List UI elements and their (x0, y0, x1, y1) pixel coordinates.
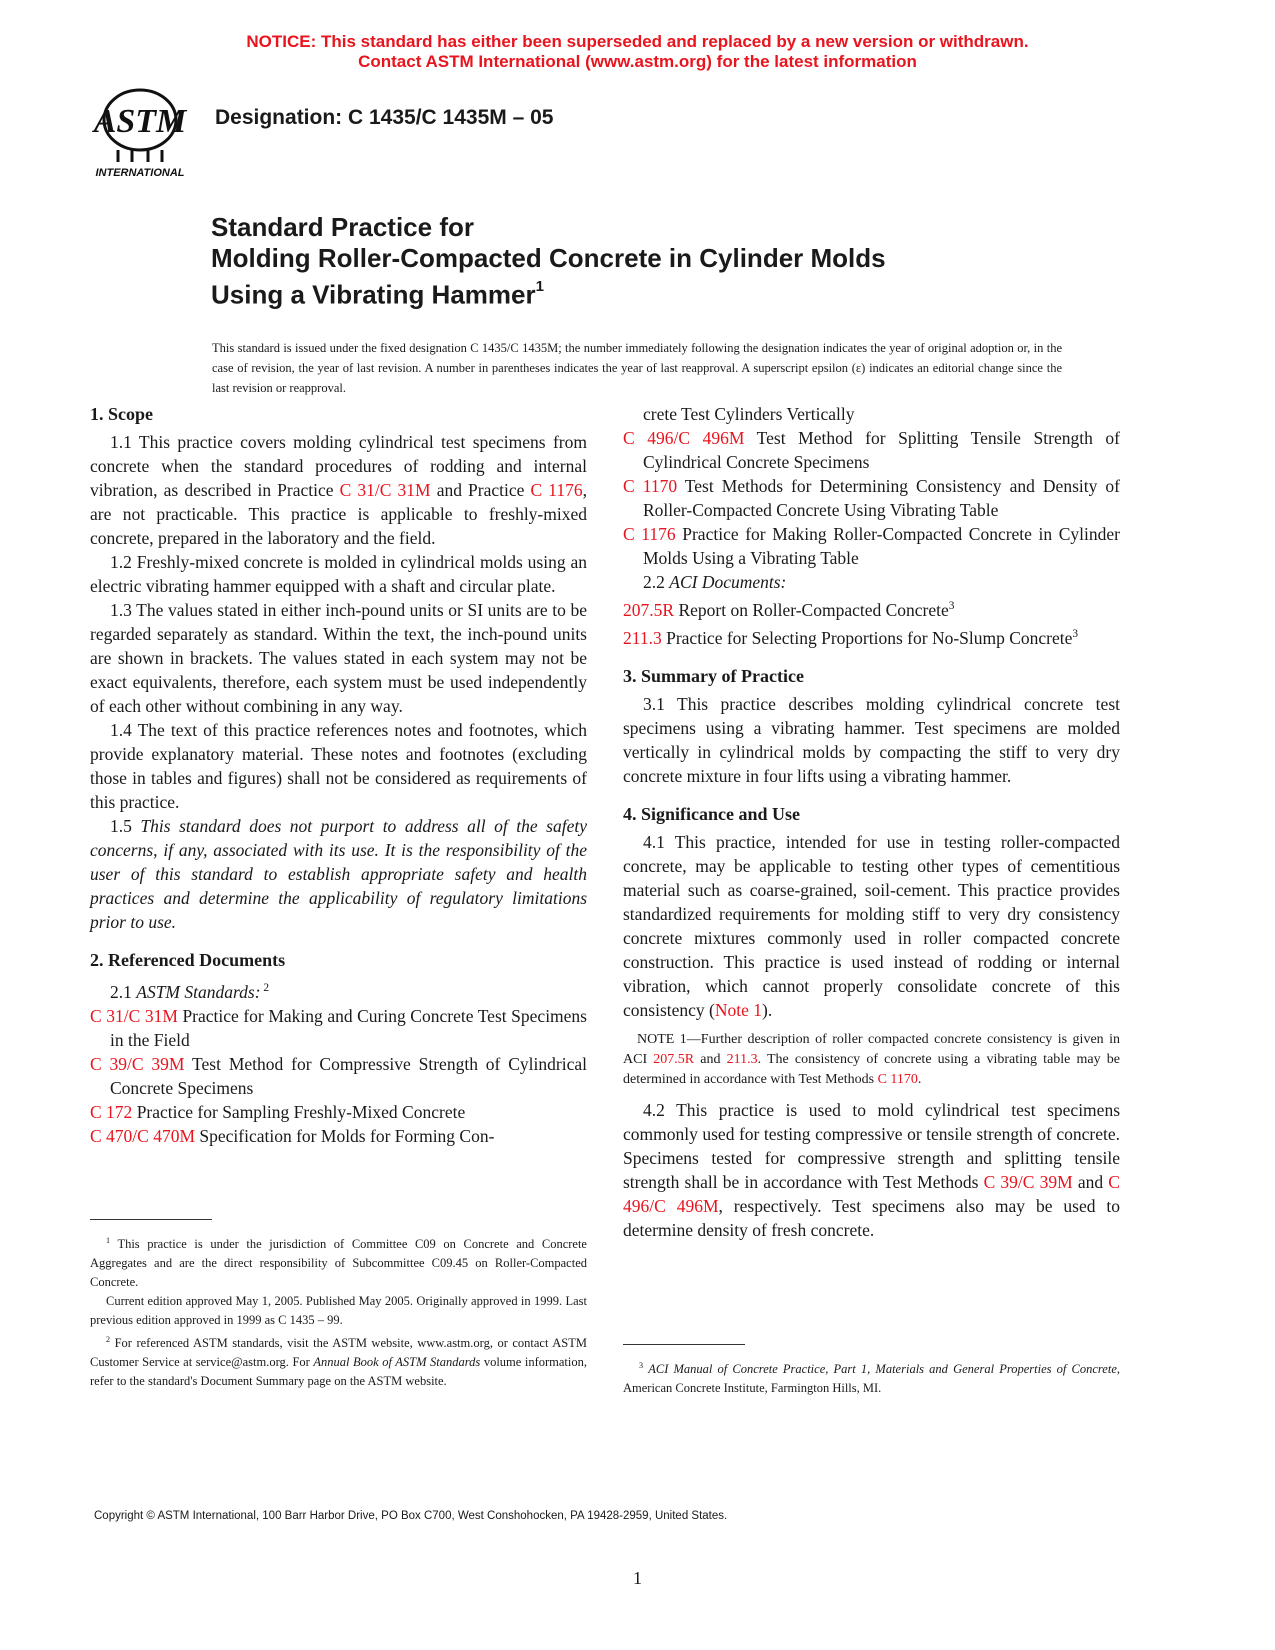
left-column (90, 402, 587, 1148)
link-ref-c31[interactable]: C 31/C 31M (90, 1005, 178, 1026)
section-1-heading: 1. Scope (90, 404, 153, 424)
astm-logo (88, 84, 200, 180)
para-4-2: 4.2 This practice is used to mold cylindrical test specimens commonly used for testing compressive or tensile strength of concrete. Specimens tested for compressive strength and splitting tensile strength shall be in accordance with Test Methods C 39/C 39M and C 496/C 496M, respectively. Test specimens also may be used to determine density of fresh concrete. (623, 1099, 1120, 1240)
footnote-3: $^3$ ACI Manual of Concrete Practice, Part 1, Materials and General Properties of Concrete, American Concrete Institute, Farmington Hills, MI. (623, 1361, 1120, 1396)
link-c31[interactable]: C 31/C 31M (339, 480, 431, 500)
para-2-2: 2.2 ACI Documents: (643, 572, 787, 592)
para-1-3: 1.3 The values stated in either inch-pound units or SI units are to be regarded separately as standard. Within the text, the inch-pound units are shown in brackets. The values stated in each system may not be exact equivalents, therefore, each system must be used independently of each other without combining in any way. (90, 600, 587, 716)
section-4-heading: 4. Significance and Use (623, 803, 801, 824)
section-3-heading: 3. Summary of Practice (623, 665, 804, 686)
link-c496[interactable]: C 496/C 496M (623, 1171, 1120, 1216)
link-ref-211[interactable]: 211.3 (623, 627, 662, 648)
para-1-1: 1.1 This practice covers molding cylindrical test specimens from concrete when the standard procedures of rodding and internal vibration, as described in Practice C 31/C 31M and Practice C 1176, are not practicable. This practice is applicable to freshly-mixed concrete, prepared in the laboratory and the field. (90, 432, 587, 548)
title-line-2: Molding Roller-Compacted Concrete in Cylinder Molds (211, 243, 886, 273)
link-ref-c1170[interactable]: C 1170 (623, 476, 678, 496)
footnote-1a: $^1$ This practice is under the jurisdiction of Committee C09 on Concrete and Concrete Aggregates and are the direct responsibility of Subcommittee C09.45 on Roller-Compacted Concrete. (90, 1236, 587, 1290)
notice-banner (0, 32, 1275, 72)
ref-c31: C 31/C 31M Practice for Making and Curing Concrete Test Specimens in the Field (90, 1005, 587, 1050)
title-line-1: Standard Practice for (211, 212, 474, 242)
ref-c470-continued: crete Test Cylinders Vertically (643, 404, 855, 424)
right-column (623, 402, 1120, 1242)
para-1-5: 1.5 This standard does not purport to address all of the safety concerns, if any, associated with its use. It is the responsibility of the user of this standard to establish appropriate safety and health practices and determine the applicability of regulatory limitations prior to use. (90, 816, 588, 932)
left-footnotes (90, 1231, 587, 1391)
link-ref-c1176[interactable]: C 1176 (623, 524, 676, 544)
link-note-1[interactable]: Note 1 (714, 999, 763, 1020)
link-ref-207[interactable]: 207.5R (623, 599, 675, 620)
notice-line-1: NOTICE: This standard has either been superseded and replaced by a new version or withdrawn. (246, 32, 1029, 51)
footnote-2: $^2$ For referenced ASTM standards, visit the ASTM website, www.astm.org, or contact ASTM Customer Service at service@astm.org. For Annual Book of ASTM Standards volume information, refer to the standard's Document Summary page on the ASTM website. (90, 1335, 588, 1389)
logo-subtitle: INTERNATIONAL (95, 167, 185, 179)
para-2-1: 2.1 ASTM Standards: $^2$ (110, 981, 270, 1002)
section-2-heading: 2. Referenced Documents (90, 950, 286, 970)
title-footnote-mark: 1 (535, 278, 544, 295)
designation: Designation: C 1435/C 1435M – 05 (215, 106, 554, 129)
para-3-1: 3.1 This practice describes molding cylindrical concrete test specimens using a vibrating hammer. Test specimens are molded vertically in cylindrical molds by compacting the stiff to very dry concrete mixture in four lifts using a vibrating hammer. (623, 693, 1120, 786)
footnote-1b: Current edition approved May 1, 2005. Published May 2005. Originally approved in 1999. Last previous edition approved in 1999 as C 1435 – 99. (90, 1294, 587, 1328)
para-1-4: 1.4 The text of this practice references notes and footnotes, which provide explanatory material. These notes and footnotes (excluding those in tables and figures) shall not be considered as requirements of this practice. (90, 720, 587, 812)
ref-c1170: C 1170 Test Methods for Determining Consistency and Density of Roller-Compacted Concrete Using Vibrating Table (623, 476, 1120, 520)
right-footnotes (623, 1356, 1120, 1398)
ref-aci-207: 207.5R Report on Roller-Compacted Concrete$^3$ (623, 599, 955, 620)
ref-c39: C 39/C 39M Test Method for Compressive Strength of Cylindrical Concrete Specimens (90, 1053, 587, 1098)
copyright: Copyright © ASTM International, 100 Barr Harbor Drive, PO Box C700, West Conshohocken, PA 19428-2959, United States. (94, 1510, 728, 1522)
note-1: NOTE 1—Further description of roller compacted concrete consistency is given in ACI 207.5R and 211.3. The consistency of concrete using a vibrating table may be determined in accordance with Test Methods C 1170. (623, 1031, 1121, 1087)
issued-note: This standard is issued under the fixed designation C 1435/C 1435M; the number immediately following the designation indicates the year of original adoption or, in the case of revision, the year of last revision. A number in parentheses indicates the year of last reapproval. A superscript epsilon (ε) indicates an editorial change since the last revision or reapproval. (212, 341, 1062, 395)
para-4-1: 4.1 This practice, intended for use in testing roller-compacted concrete, may be applicable to testing other types of cementitious material such as coarse-grained, soil-cement. This practice provides standardized requirements for molding stiff to very dry consistency concrete mixtures commonly used in roller compacted concrete construction. This practice is used instead of rodding or internal vibration, which cannot properly consolidate concrete of this consistency (Note 1). (623, 831, 1120, 1020)
title-line-3: Using a Vibrating Hammer$^1$ (211, 278, 544, 310)
ref-c496: C 496/C 496M Test Method for Splitting Tensile Strength of Cylindrical Concrete Specimens (623, 428, 1120, 472)
link-ref-c496[interactable]: C 496/C 496M (623, 428, 745, 448)
ref-c172: C 172 Practice for Sampling Freshly-Mixed Concrete (90, 1101, 466, 1122)
page-number: 1 (633, 1568, 642, 1588)
logo-letters: ASTM (93, 103, 187, 140)
ref-c1176: C 1176 Practice for Making Roller-Compacted Concrete in Cylinder Molds Using a Vibrating Table (623, 524, 1120, 568)
document-title (211, 212, 886, 311)
link-ref-c39[interactable]: C 39/C 39M (90, 1053, 185, 1074)
link-ref-c172[interactable]: C 172 (90, 1101, 133, 1122)
link-c39[interactable]: C 39/C 39M (983, 1171, 1073, 1192)
footnote-rule-right (623, 1344, 745, 1345)
ref-aci-211: 211.3 Practice for Selecting Proportions for No-Slump Concrete$^3$ (623, 627, 1079, 648)
link-note-207[interactable]: 207.5R (653, 1051, 695, 1067)
link-c1176[interactable]: C 1176 (530, 480, 583, 500)
ref-c470: C 470/C 470M Specification for Molds for Forming Con- (90, 1125, 495, 1146)
link-note-211[interactable]: 211.3 (726, 1051, 758, 1067)
footnote-rule-left (90, 1219, 212, 1220)
para-1-2: 1.2 Freshly-mixed concrete is molded in cylindrical molds using an electric vibrating hammer equipped with a shaft and circular plate. (90, 552, 587, 596)
link-ref-c470[interactable]: C 470/C 470M (90, 1125, 196, 1146)
link-note-c1170[interactable]: C 1170 (877, 1071, 918, 1087)
notice-line-2: Contact ASTM International (www.astm.org) for the latest information (358, 52, 917, 71)
